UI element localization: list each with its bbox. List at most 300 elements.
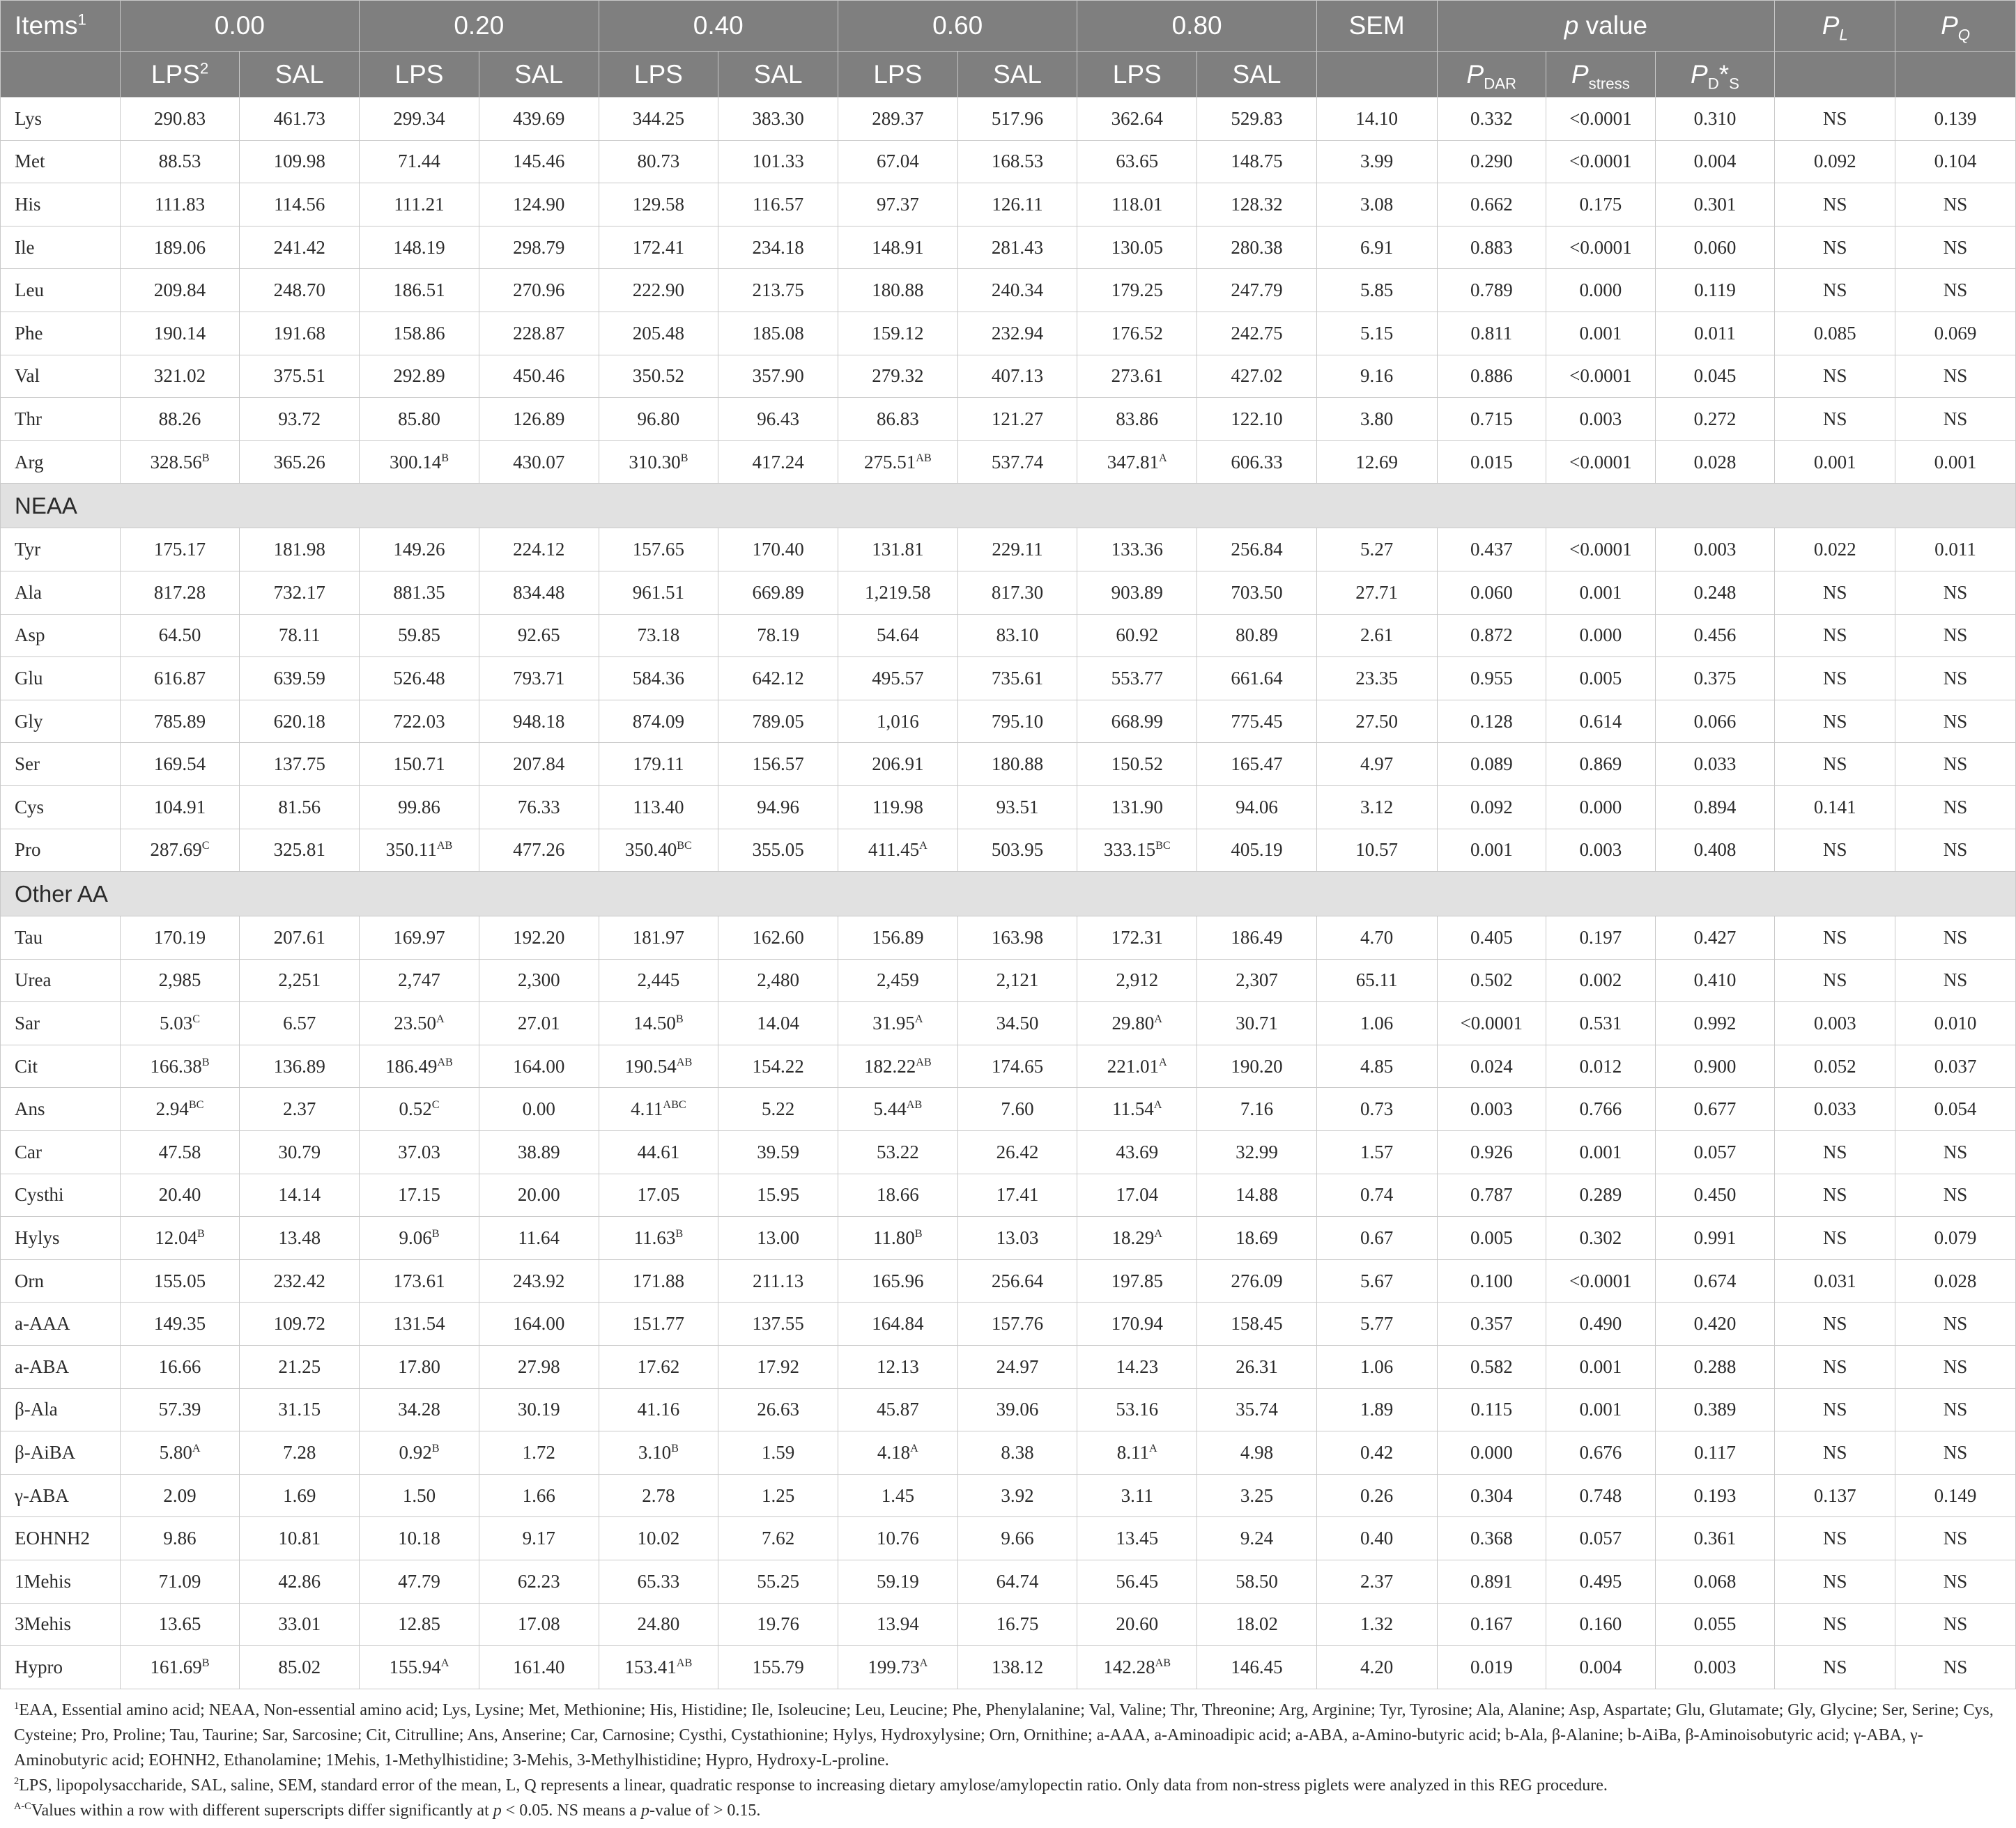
cell-value: 14.10 (1355, 107, 1399, 129)
table-cell (479, 312, 599, 355)
table-cell (957, 785, 1077, 829)
cell-value: 2.94 (155, 1098, 189, 1120)
cell-value: 80.89 (1236, 624, 1278, 646)
cell-value: 17.92 (757, 1355, 799, 1377)
cell-value: 417.24 (752, 451, 804, 473)
table-cell (120, 743, 240, 786)
cell-value: 795.10 (991, 710, 1044, 732)
table-cell (1775, 1088, 1895, 1131)
cell-value: NS (1822, 624, 1847, 646)
table-cell (1655, 312, 1775, 355)
table-cell (1437, 829, 1546, 872)
cell-value: 0.74 (1360, 1184, 1394, 1206)
table-cell (1546, 1045, 1656, 1088)
table-cell (1197, 226, 1317, 269)
table-cell (1655, 1045, 1775, 1088)
cell-value: 0.045 (1693, 365, 1737, 387)
table-cell (240, 1603, 360, 1646)
table-cell (479, 183, 599, 226)
table-cell (1775, 269, 1895, 312)
row-label: Urea (1, 959, 121, 1002)
table-cell (1655, 1217, 1775, 1260)
cell-value: 2,300 (517, 969, 560, 991)
cell-value: 1.72 (522, 1442, 555, 1464)
cell-value: NS (1822, 365, 1847, 387)
table-cell (1895, 743, 2016, 786)
cell-value: 350.40 (624, 839, 677, 861)
table-cell (1895, 1474, 2016, 1517)
table-cell (718, 1217, 838, 1260)
cell-value: 0.001 (1579, 1399, 1622, 1420)
table-cell (1077, 1002, 1197, 1045)
table-cell (1655, 571, 1775, 614)
table-cell (718, 1088, 838, 1131)
cell-value: 162.60 (752, 926, 804, 948)
table-cell (957, 269, 1077, 312)
table-cell (718, 1174, 838, 1217)
table-row (1, 440, 2016, 484)
cell-value: 0.52 (399, 1098, 432, 1120)
cell-value: 71.44 (398, 151, 440, 172)
cell-value: <0.0001 (1569, 236, 1632, 258)
table-cell (1437, 1517, 1546, 1560)
table-cell (360, 98, 479, 141)
table-cell (957, 1131, 1077, 1174)
table-cell (1655, 1174, 1775, 1217)
cell-value: NS (1943, 624, 1968, 646)
table-cell (1077, 1560, 1197, 1604)
cell-value: <0.0001 (1569, 365, 1632, 387)
cell-value: 11.63 (633, 1227, 676, 1249)
table-row (1, 528, 2016, 571)
table-cell (1197, 1045, 1317, 1088)
table-cell (599, 571, 718, 614)
table-cell (240, 312, 360, 355)
table-cell (1197, 140, 1317, 183)
table-cell (957, 916, 1077, 960)
cell-value: 93.51 (996, 796, 1039, 817)
cell-value: 775.45 (1231, 710, 1283, 732)
cell-value: 99.86 (398, 796, 440, 817)
cell-value: 477.26 (513, 839, 565, 861)
cell-value: 4.85 (1360, 1055, 1394, 1077)
row-label: Ser (1, 743, 121, 786)
cell-value: 1,219.58 (865, 581, 931, 603)
table-cell (1775, 657, 1895, 700)
table-cell (1895, 1174, 2016, 1217)
table-cell (1197, 1131, 1317, 1174)
cell-value: 76.33 (517, 796, 560, 817)
row-label: a-ABA (1, 1346, 121, 1389)
table-cell (599, 1174, 718, 1217)
table-cell (1895, 959, 2016, 1002)
cell-value: 176.52 (1111, 322, 1163, 344)
table-cell (360, 1303, 479, 1346)
cell-value: NS (1822, 236, 1847, 258)
table-cell (360, 1517, 479, 1560)
cell-value: NS (1822, 1355, 1847, 1377)
table-row (1, 614, 2016, 657)
table-cell (957, 571, 1077, 614)
table-cell (1546, 1560, 1656, 1604)
table-cell (1197, 312, 1317, 355)
table-cell (838, 657, 957, 700)
table-cell (957, 98, 1077, 141)
table-cell (599, 1388, 718, 1431)
table-cell (957, 614, 1077, 657)
cell-value: 39.59 (757, 1141, 799, 1162)
cell-value: NS (1822, 1313, 1847, 1335)
cell-value: 11.54 (1112, 1098, 1154, 1120)
table-cell (1316, 1603, 1437, 1646)
cell-value: 23.35 (1355, 667, 1399, 689)
table-cell (838, 571, 957, 614)
table-cell (1546, 1002, 1656, 1045)
table-cell (1077, 1431, 1197, 1475)
cell-value: 0.000 (1579, 796, 1622, 817)
cell-value: 3.92 (1001, 1484, 1034, 1506)
table-row (1, 183, 2016, 226)
cell-value: 17.62 (637, 1355, 680, 1377)
cell-value: 9.24 (1240, 1528, 1274, 1549)
lps-header: LPS$^2$ (120, 52, 240, 98)
table-cell (1775, 1474, 1895, 1517)
cell-value: NS (1822, 1656, 1847, 1677)
cell-value: NS (1822, 926, 1847, 948)
cell-value: 0.069 (1934, 322, 1977, 344)
pds-header: $P_D*_S$ (1655, 52, 1775, 98)
table-cell (1437, 959, 1546, 1002)
significance-superscript: B (675, 1227, 684, 1241)
cell-value: 0.117 (1694, 1442, 1736, 1464)
group-header-080: 0.80 (1077, 1, 1316, 52)
cell-value: 0.197 (1579, 926, 1622, 948)
cell-value: 192.20 (513, 926, 565, 948)
cell-value: 30.79 (278, 1141, 321, 1162)
significance-superscript: A (1149, 1442, 1157, 1455)
table-cell (1077, 226, 1197, 269)
cell-value: 12.13 (876, 1355, 919, 1377)
table-cell (838, 959, 957, 1002)
section-row-other (1, 872, 2016, 916)
table-cell (957, 1388, 1077, 1431)
cell-value: 10.57 (1355, 839, 1399, 861)
cell-value: 64.50 (158, 624, 201, 646)
table-cell (240, 657, 360, 700)
cell-value: 2,747 (398, 969, 440, 991)
cell-value: 903.89 (1111, 581, 1163, 603)
cell-value: 357.90 (752, 365, 804, 387)
cell-value: 5.15 (1360, 322, 1394, 344)
cell-value: 169.97 (393, 926, 445, 948)
table-cell (1316, 183, 1437, 226)
table-cell (718, 1346, 838, 1389)
cell-value: 17.15 (398, 1184, 440, 1206)
cell-value: NS (1943, 667, 1968, 689)
table-cell (718, 1002, 838, 1045)
cell-value: 281.43 (991, 236, 1044, 258)
table-cell (240, 1174, 360, 1217)
table-cell (718, 1131, 838, 1174)
cell-value: 153.41 (624, 1656, 677, 1677)
table-cell (1316, 1303, 1437, 1346)
cell-value: 63.65 (1116, 151, 1159, 172)
table-row (1, 1388, 2016, 1431)
significance-superscript: B (671, 1442, 679, 1455)
table-cell (718, 1560, 838, 1604)
table-cell (240, 140, 360, 183)
table-cell (1316, 1346, 1437, 1389)
cell-value: 83.10 (996, 624, 1039, 646)
row-label: Pro (1, 829, 121, 872)
cell-value: 54.64 (876, 624, 919, 646)
table-cell (240, 916, 360, 960)
table-cell (718, 1303, 838, 1346)
cell-value: 0.991 (1693, 1227, 1737, 1249)
table-cell (1895, 1346, 2016, 1389)
cell-value: 16.66 (158, 1355, 201, 1377)
table-cell (1655, 1388, 1775, 1431)
cell-value: 185.08 (752, 322, 804, 344)
cell-value: NS (1943, 753, 1968, 775)
table-cell (120, 959, 240, 1002)
cell-value: 526.48 (393, 667, 445, 689)
table-cell (479, 1259, 599, 1303)
table-cell (360, 785, 479, 829)
cell-value: 10.02 (637, 1528, 680, 1549)
table-cell (599, 98, 718, 141)
cell-value: 122.10 (1231, 408, 1283, 429)
cell-value: NS (1943, 1313, 1968, 1335)
cell-value: NS (1822, 839, 1847, 861)
cell-value: 0.139 (1934, 107, 1977, 129)
cell-value: 85.02 (278, 1656, 321, 1677)
significance-superscript: AB (436, 839, 453, 852)
cell-value: 17.08 (517, 1613, 560, 1635)
cell-value: 130.05 (1111, 236, 1163, 258)
table-cell (120, 528, 240, 571)
cell-value: 242.75 (1231, 322, 1283, 344)
table-cell (1316, 1474, 1437, 1517)
table-cell (1316, 1045, 1437, 1088)
table-cell (599, 1646, 718, 1689)
cell-value: 0.001 (1579, 1141, 1622, 1162)
table-cell (1895, 1045, 2016, 1088)
table-row (1, 916, 2016, 960)
section-label: NEAA (1, 484, 2016, 528)
cell-value: 175.17 (153, 539, 206, 560)
cell-value: 405.19 (1231, 839, 1283, 861)
significance-superscript: A (1159, 1055, 1167, 1068)
table-cell (360, 916, 479, 960)
cell-value: 0.033 (1693, 753, 1737, 775)
table-cell (240, 1259, 360, 1303)
cell-value: 411.45 (868, 839, 920, 861)
cell-value: 427.02 (1231, 365, 1283, 387)
table-cell (1316, 571, 1437, 614)
cell-value: 57.39 (158, 1399, 201, 1420)
table-cell (599, 1474, 718, 1517)
cell-value: 256.84 (1231, 539, 1283, 560)
cell-value: 17.80 (398, 1355, 440, 1377)
table-cell (120, 785, 240, 829)
table-cell (599, 1217, 718, 1260)
table-cell (718, 1603, 838, 1646)
table-cell (718, 657, 838, 700)
table-header (1, 1, 2016, 98)
cell-value: 161.40 (513, 1656, 565, 1677)
cell-value: 0.001 (1579, 322, 1622, 344)
table-cell (1316, 398, 1437, 441)
cell-value: 13.00 (757, 1227, 799, 1249)
table-row (1, 1259, 2016, 1303)
table-cell (957, 440, 1077, 484)
table-cell (718, 398, 838, 441)
cell-value: 15.95 (757, 1184, 799, 1206)
table-cell (1546, 657, 1656, 700)
cell-value: 355.05 (752, 839, 804, 861)
table-cell (1197, 183, 1317, 226)
cell-value: 287.69 (150, 839, 202, 861)
cell-value: 0.450 (1693, 1184, 1737, 1206)
table-row (1, 743, 2016, 786)
table-cell (479, 1088, 599, 1131)
cell-value: 0.288 (1693, 1355, 1737, 1377)
table-cell (1077, 571, 1197, 614)
table-cell (120, 355, 240, 398)
cell-value: 8.11 (1116, 1442, 1150, 1464)
table-cell (479, 1303, 599, 1346)
cell-value: 0.900 (1693, 1055, 1737, 1077)
table-cell (120, 1388, 240, 1431)
table-cell (838, 1603, 957, 1646)
table-cell (1895, 528, 2016, 571)
cell-value: 149.35 (153, 1313, 206, 1335)
cell-value: 2.09 (163, 1484, 197, 1506)
table-cell (1077, 785, 1197, 829)
cell-value: 0.811 (1470, 322, 1513, 344)
table-cell (957, 1646, 1077, 1689)
cell-value: 503.95 (991, 839, 1044, 861)
table-cell (1197, 398, 1317, 441)
cell-value: 20.60 (1116, 1613, 1159, 1635)
cell-value: 67.04 (876, 151, 919, 172)
cell-value: 0.005 (1470, 1227, 1513, 1249)
table-cell (957, 743, 1077, 786)
table-row (1, 1603, 2016, 1646)
cell-value: 0.437 (1470, 539, 1513, 560)
table-cell (718, 440, 838, 484)
table-cell (1655, 1474, 1775, 1517)
table-cell (1546, 1131, 1656, 1174)
table-row (1, 312, 2016, 355)
significance-superscript: BC (1155, 839, 1171, 852)
cell-value: 0.872 (1470, 624, 1513, 646)
cell-value: 114.56 (274, 193, 325, 215)
cell-value: 270.96 (513, 279, 565, 301)
significance-superscript: B (675, 1013, 684, 1026)
cell-value: 0.502 (1470, 969, 1513, 991)
table-cell (479, 440, 599, 484)
cell-value: 224.12 (513, 539, 565, 560)
cell-value: 94.96 (757, 796, 799, 817)
table-row (1, 1217, 2016, 1260)
table-cell (120, 226, 240, 269)
cell-value: 553.77 (1111, 667, 1163, 689)
footnotes (14, 1698, 2000, 1823)
cell-value: NS (1822, 1528, 1847, 1549)
cell-value: 170.40 (752, 539, 804, 560)
cell-value: NS (1943, 1442, 1968, 1464)
cell-value: 149.26 (393, 539, 445, 560)
table-row (1, 959, 2016, 1002)
cell-value: 21.25 (278, 1355, 321, 1377)
table-cell (838, 1131, 957, 1174)
table-cell (240, 1045, 360, 1088)
table-cell (240, 959, 360, 1002)
significance-superscript: B (431, 1227, 440, 1241)
cell-value: 23.50 (394, 1013, 436, 1034)
table-cell (1775, 1388, 1895, 1431)
cell-value: NS (1822, 193, 1847, 215)
cell-value: <0.0001 (1569, 451, 1632, 473)
cell-value: NS (1822, 1227, 1847, 1249)
cell-value: 2.61 (1360, 624, 1394, 646)
table-cell (718, 743, 838, 786)
row-label: Sar (1, 1002, 121, 1045)
cell-value: 881.35 (393, 581, 445, 603)
table-cell (1316, 1259, 1437, 1303)
table-cell (838, 440, 957, 484)
table-cell (1546, 614, 1656, 657)
cell-value: 1.32 (1360, 1613, 1394, 1635)
table-cell (240, 1088, 360, 1131)
table-cell (1655, 355, 1775, 398)
cell-value: 240.34 (991, 279, 1044, 301)
table-cell (479, 398, 599, 441)
cell-value: 116.57 (752, 193, 804, 215)
cell-value: 0.115 (1470, 1399, 1513, 1420)
cell-value: 2.78 (642, 1484, 675, 1506)
cell-value: 0.089 (1470, 753, 1513, 775)
row-label: Leu (1, 269, 121, 312)
table-cell (1546, 312, 1656, 355)
cell-value: 0.290 (1470, 151, 1513, 172)
table-cell (1077, 959, 1197, 1002)
cell-value: 59.19 (876, 1570, 919, 1592)
table-cell (1775, 312, 1895, 355)
cell-value: 350.52 (632, 365, 685, 387)
cell-value: 0.789 (1470, 279, 1513, 301)
table-row (1, 700, 2016, 743)
row-label: 3Mehis (1, 1603, 121, 1646)
cell-value: 27.98 (517, 1355, 560, 1377)
cell-value: 12.04 (155, 1227, 198, 1249)
cell-value: 0.104 (1934, 151, 1977, 172)
table-cell (120, 1646, 240, 1689)
table-cell (1895, 1131, 2016, 1174)
table-cell (1775, 1259, 1895, 1303)
cell-value: 142.28 (1103, 1656, 1155, 1677)
table-cell (479, 829, 599, 872)
table-cell (718, 140, 838, 183)
table-cell (1197, 1259, 1317, 1303)
table-cell (718, 700, 838, 743)
cell-value: 159.12 (872, 322, 924, 344)
cell-value: 14.88 (1236, 1184, 1278, 1206)
cell-value: 18.02 (1236, 1613, 1278, 1635)
table-cell (1546, 1474, 1656, 1517)
